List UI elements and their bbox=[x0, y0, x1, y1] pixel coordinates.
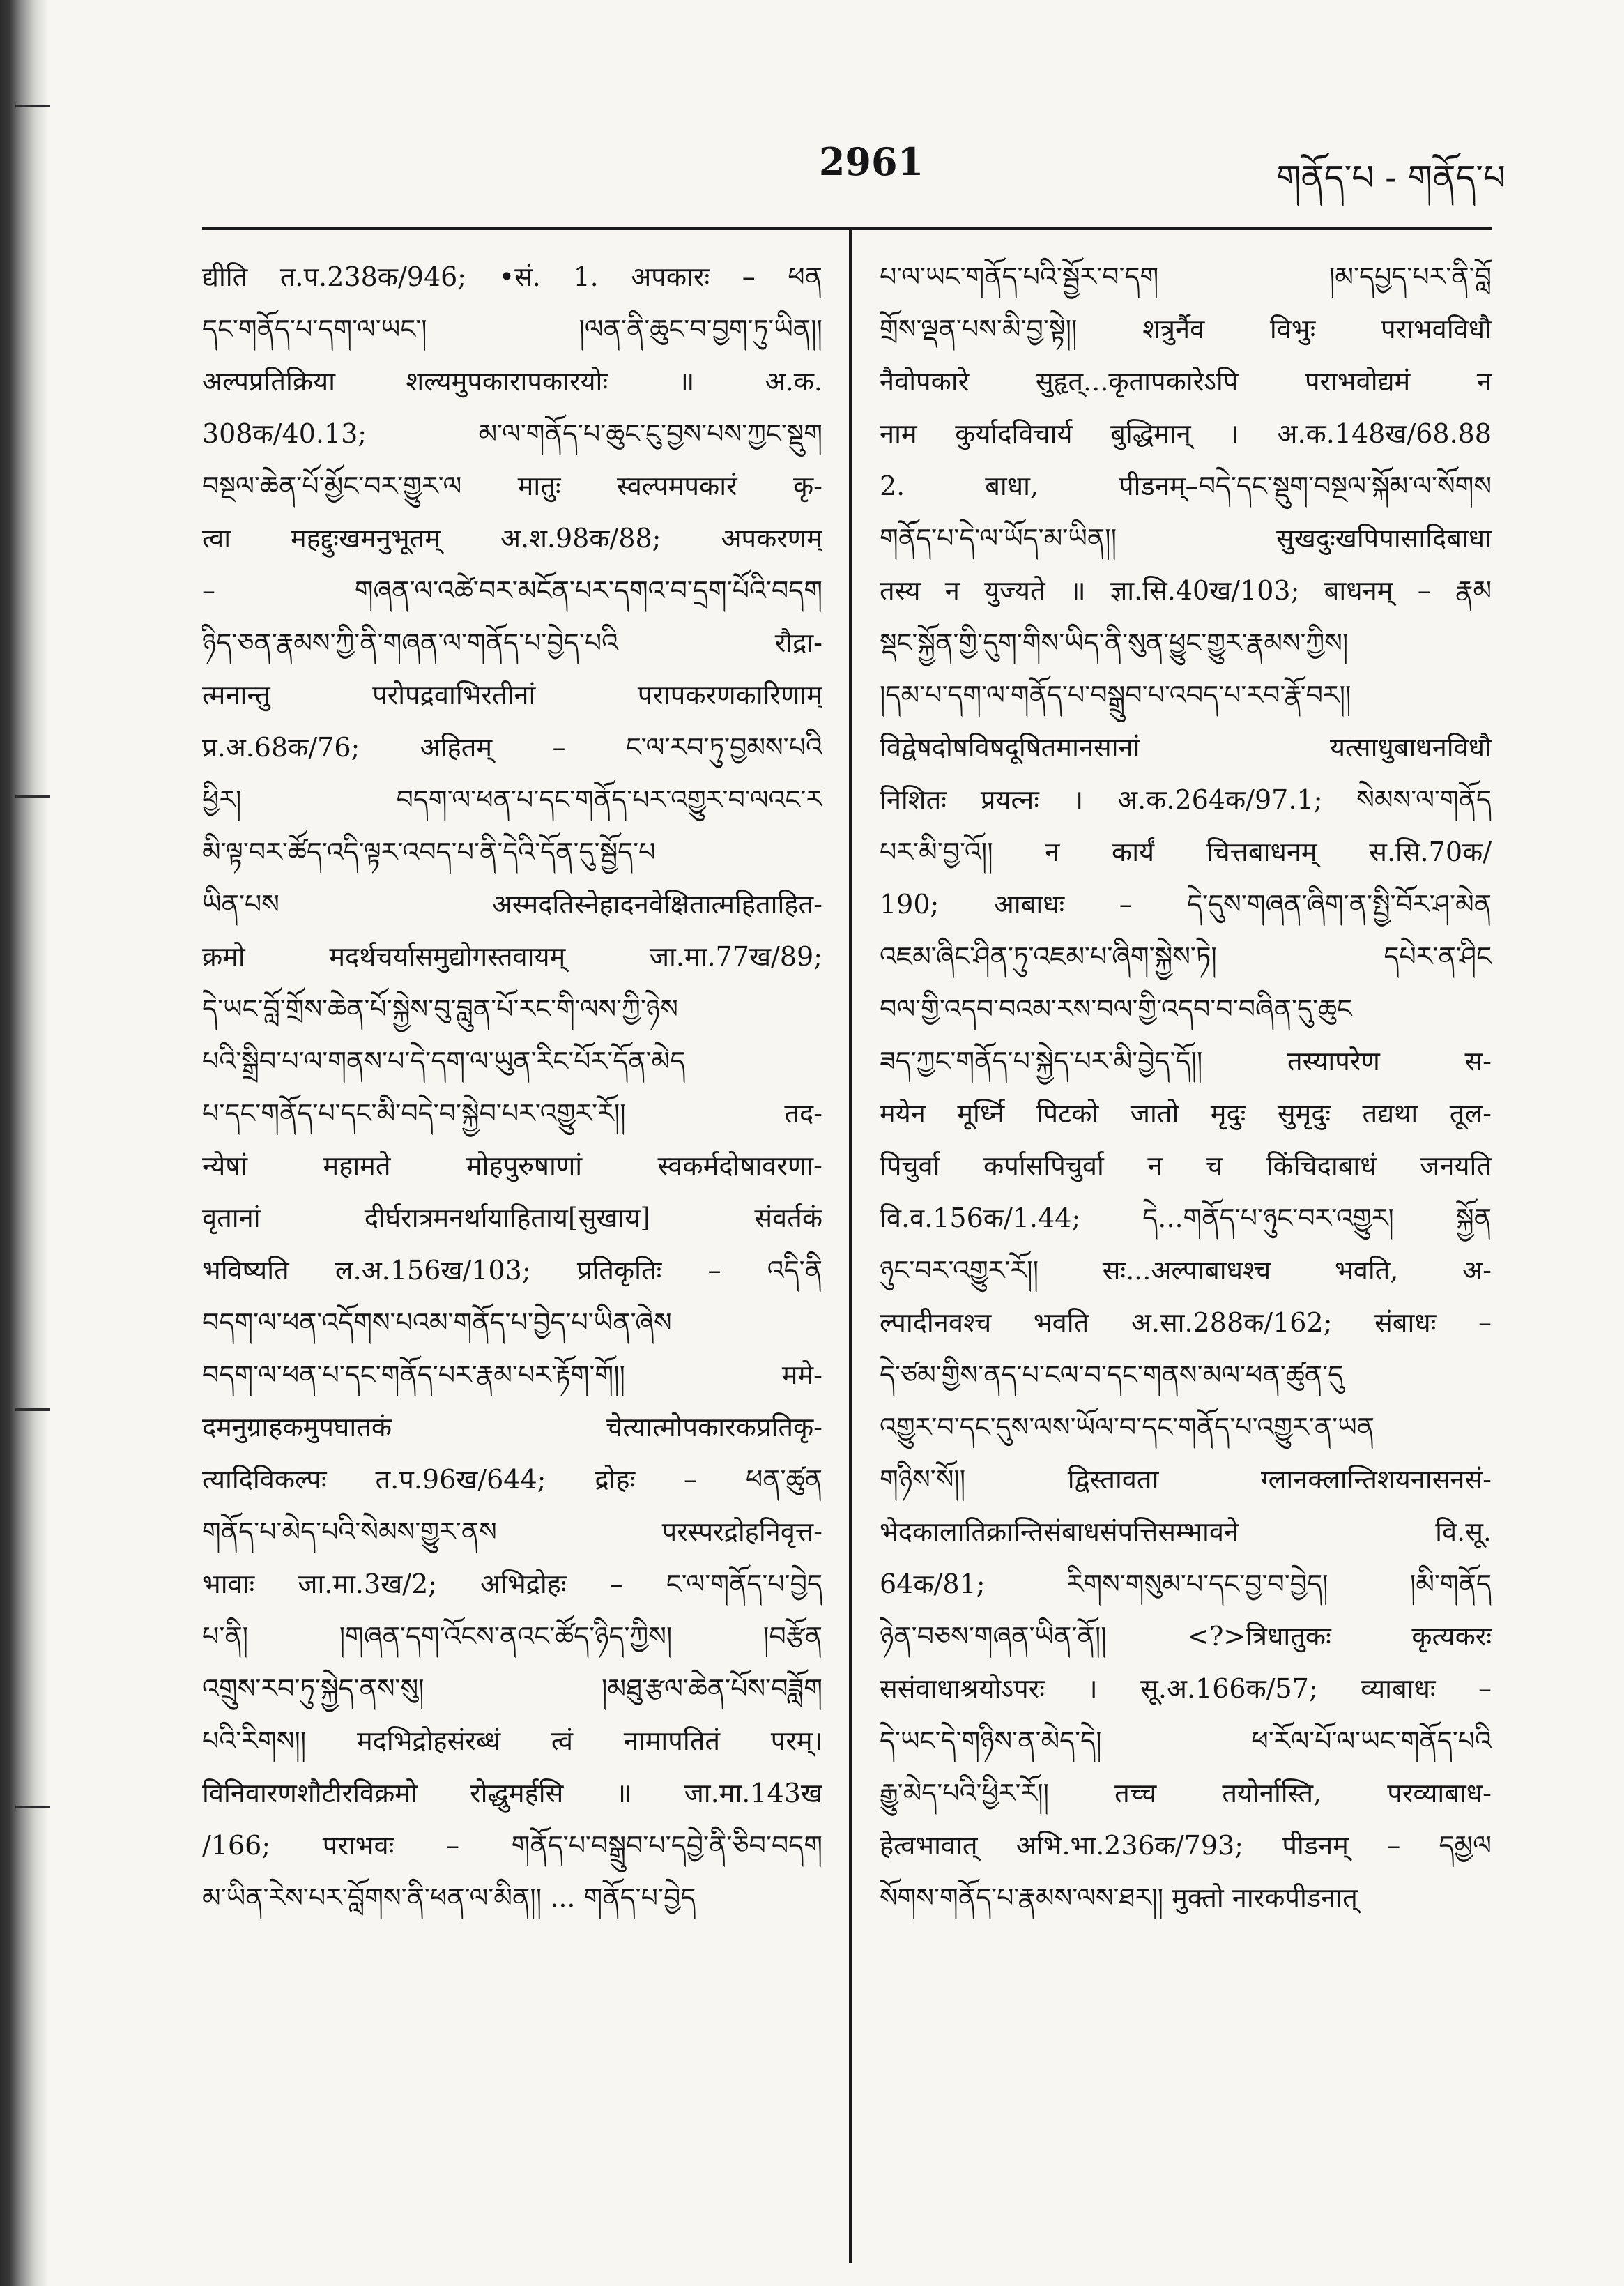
text-line: འགྱུར་བ་དང་དུས་ལས་ཡོལ་བ་དང་གནོད་པ་འགྱུར་ན་ཡན bbox=[880, 1412, 1374, 1442]
text-line: मयेन मूर्ध्नि पिटको जातो मृदुः सुमृदुः तद्यथा तूल- bbox=[880, 1098, 1492, 1129]
text-line: རྒྱུ་མེད་པའི་ཕྱིར་རོ།། तच्च तयोर्नास्ति, परव्याबाध- bbox=[880, 1778, 1492, 1808]
text-line: त्वा महद्दुःखमनुभूतम् अ.श.98क/88; अपकरणम् bbox=[202, 523, 822, 554]
text-line: ल्पादीनवश्च भवति अ.सा.288क/162; संबाधः – bbox=[880, 1307, 1492, 1338]
text-line: ཉིད་ཅན་རྣམས་ཀྱི་ནི་གཞན་ལ་གནོད་པ་བྱེད་པའི रौद्रा- bbox=[202, 627, 822, 658]
text-line: नैवोपकारे सुहृत्...कृतापकारेऽपि पराभवोद्यमं न bbox=[880, 366, 1492, 397]
spine-mark bbox=[15, 1408, 50, 1411]
text-line: नाम कुर्यादविचार्य बुद्धिमान् । अ.क.148ख/68.88 bbox=[880, 418, 1492, 449]
text-line: वि.व.156क/1.44; དེ...གནོད་པ་ཉུང་བར་འགྱུར། སྐྱོན bbox=[880, 1203, 1492, 1233]
text-line: སོགས་གནོད་པ་རྣམས་ལས་ཐར།། मुक्तो नारकपीडनात् bbox=[880, 1882, 1358, 1913]
text-line: अल्पप्रतिक्रिया शल्यमुपकारापकारयोः ॥ अ.क. bbox=[202, 366, 822, 397]
text-line: སྡང་སྐྱོན་གྱི་དུག་གིས་ཡིད་ནི་སུན་ཕྱུང་གྱུར་རྣམས་ཀྱིས། bbox=[880, 627, 1349, 658]
text-line: भावाः जा.मा.3ख/2; अभिद्रोहः – ང་ལ་གནོད་པ་བྱེད bbox=[202, 1569, 822, 1599]
right-column bbox=[880, 251, 1492, 2259]
spine-mark bbox=[15, 105, 50, 107]
text-line: न्येषां महामते मोहपुरुषाणां स्वकर्मदोषावरणा- bbox=[202, 1150, 822, 1181]
running-head: གནོད་པ - གནོད་པ bbox=[1276, 158, 1506, 198]
text-line: त्मनान्तु परोपद्रवाभिरतीनां परापकरणकारिणाम् bbox=[202, 680, 822, 710]
text-line: བདག་ལ་ཕན་པ་དང་གནོད་པར་རྣམ་པར་རྟོག་གོ།། ममे- bbox=[202, 1359, 822, 1390]
text-line: པའི་རིགས།། मदभिद्रोहसंरब्धं त्वं नामापतितं परम्। bbox=[202, 1725, 822, 1756]
text-line: 64क/81; རིགས་གསུམ་པ་དང་བྱ་བ་བྱེད། །མི་གནོད bbox=[880, 1569, 1492, 1599]
text-line: 308क/40.13; མ་ལ་གནོད་པ་ཆུང་ངུ་བྱས་པས་ཀྱང་སྡུག bbox=[202, 418, 822, 449]
text-line: विद्वेषदोषविषदूषितमानसानां यत्साधुबाधनविधौ bbox=[880, 732, 1492, 763]
text-line: པའི་སྒྲིབ་པ་ལ་གནས་པ་དེ་དག་ལ་ཡུན་རིང་པོར་དོན་མེད bbox=[202, 1046, 686, 1076]
text-line: – གཞན་ལ་འཚེ་བར་མངོན་པར་དགའ་བ་དྲག་པོའི་བདག bbox=[202, 575, 822, 606]
text-line: གྲོས་ལྡན་པས་མི་བྱ་སྟེ།། शत्रुर्नैव विभुः पराभवविधौ bbox=[880, 314, 1492, 344]
text-line: दमनुग्राहकमुपघातकं चेत्यात्मोपकारकप्रतिकृ- bbox=[202, 1412, 822, 1442]
text-line: དེ་ཙམ་གྱིས་ནད་པ་ངལ་བ་དང་གནས་མལ་ཕན་ཚུན་དུ bbox=[880, 1359, 1344, 1390]
left-column bbox=[202, 251, 822, 2259]
text-line: གཉིས་སོ།། द्विस्तावता ग्लानक्लान्तिशयनासनसं- bbox=[880, 1464, 1492, 1495]
text-line: प्र.अ.68क/76; अहितम् – ང་ལ་རབ་ཏུ་བྱམས་པའི bbox=[202, 732, 822, 763]
spine-mark bbox=[15, 1806, 50, 1808]
text-line: ཕྱིར། བདག་ལ་ཕན་པ་དང་གནོད་པར་འགྱུར་བ་ལའང་ར bbox=[202, 784, 822, 815]
text-line: विनिवारणशौटीरविक्रमो रोद्धुमर्हसि ॥ जा.मा.143ख bbox=[202, 1778, 822, 1808]
text-line: पिचुर्वा कर्पासपिचुर्वा न च किंचिदाबाधं जनयति bbox=[880, 1150, 1492, 1181]
text-line: བསྔལ་ཆེན་པོ་མྱོང་བར་གྱུར་ལ मातुः स्वल्पमपकारं कृ- bbox=[202, 471, 822, 501]
text-line: གནོད་པ་མེད་པའི་སེམས་གྱུར་ནས परस्परद्रोहनिवृत्त- bbox=[202, 1516, 822, 1547]
text-line: དང་གནོད་པ་དག་ལ་ཡང་། །ལན་ནི་ཆུང་བ་བྱག་ཏུ་ཡིན།། bbox=[202, 314, 822, 344]
header-rule bbox=[202, 227, 1492, 230]
text-line: པ་ནི། །གཞན་དག་འོངས་ནའང་ཚོད་ཉིད་ཀྱིས། །བརྩོན bbox=[202, 1621, 822, 1652]
book-spine-shadow bbox=[0, 0, 49, 2286]
text-line: པ་དང་གནོད་པ་དང་མི་བདེ་བ་སྐྱེབ་པར་འགྱུར་རོ།། तद- bbox=[202, 1098, 822, 1129]
page-number: 2961 bbox=[818, 139, 924, 184]
text-line: །དམ་པ་དག་ལ་གནོད་པ་བསྒྲུབ་པ་འབད་པ་རབ་རྣོ་བར།། bbox=[880, 680, 1351, 710]
column-divider bbox=[849, 227, 852, 2263]
spine-mark bbox=[15, 795, 50, 798]
text-line: བདག་ལ་ཕན་འདོགས་པའམ་གནོད་པ་བྱེད་པ་ཡིན་ཞེས bbox=[202, 1307, 672, 1338]
text-line: क्रमो मदर्थचर्यासमुद्योगस्तवायम् जा.मा.77ख/89; bbox=[202, 941, 822, 972]
text-line: པར་མི་བྱ་འོ།། न कार्यं चित्तबाधनम् स.सि.70क/ bbox=[880, 837, 1492, 867]
text-line: འཇམ་ཞིང་ཤིན་ཏུ་འཇམ་པ་ཞིག་སྐྱེས་ཏེ། དཔེར་ན་ཤིང bbox=[880, 941, 1492, 972]
text-line: ससंवाधाश्रयोऽपरः । सू.अ.166क/57; व्याबाधः – bbox=[880, 1673, 1492, 1704]
text-line: त्यादिविकल्पः त.प.96ख/644; द्रोहः – ཕན་ཚུན bbox=[202, 1464, 822, 1495]
text-line: 190; आबाधः – དེ་དུས་གཞན་ཞིག་ན་སྤྱི་བོར་ཤ་མེན bbox=[880, 889, 1492, 920]
text-line: तस्य न युज्यते ॥ ज्ञा.सि.40ख/103; बाधनम् – རྣམ bbox=[880, 575, 1492, 606]
text-line: भविष्यति ल.अ.156ख/103; प्रतिकृतिः – འདི་ནི bbox=[202, 1255, 822, 1286]
text-line: हेत्वभावात् अभि.भा.236क/793; पीडनम् – དམྱལ bbox=[880, 1830, 1492, 1861]
text-line: མ་ཡིན་རེས་པར་བློགས་ནི་ཕན་ལ་མིན།། ... གནོད་པ་བྱེད bbox=[202, 1882, 696, 1913]
text-line: གནོད་པ་དེ་ལ་ཡོད་མ་ཡིན།། सुखदुःखपिपासादिबाधा bbox=[880, 523, 1492, 554]
text-line: निशितः प्रयत्नः । अ.क.264क/97.1; སེམས་ལ་གནོད bbox=[880, 784, 1492, 815]
text-line: ཟད་ཀྱང་གནོད་པ་སྐྱེད་པར་མི་བྱེད་དོ།། तस्यापरेण स- bbox=[880, 1046, 1492, 1076]
text-line: ཉུང་བར་འགྱུར་རོ།། सः...अल्पाबाधश्च भवति, अ- bbox=[880, 1255, 1492, 1286]
text-line: པ་ལ་ཡང་གནོད་པའི་སྦྱོར་བ་དག །མ་དཔྱད་པར་ནི་བློ bbox=[880, 261, 1492, 292]
text-line: 2. बाधा, पीडनम्–བདེ་དང་སྡུག་བསྔལ་སྐོམ་ལ་སོགས bbox=[880, 471, 1492, 501]
text-line: བལ་གྱི་འདབ་བའམ་རས་བལ་གྱི་འདབ་བ་བཞིན་དུ་ཆུང bbox=[880, 993, 1352, 1024]
text-line: ཡིན་པས अस्मदतिस्नेहादनवेक्षितात्महिताहित- bbox=[202, 889, 822, 920]
text-line: द्यीति त.प.238क/946; •सं. 1. अपकारः – ཕན bbox=[202, 261, 822, 292]
text-line: དེ་ཡང་བློ་གྲོས་ཆེན་པོ་སྐྱེས་བུ་བླུན་པོ་རང་གི་ལས་ཀྱི་ཉེས bbox=[202, 993, 678, 1024]
text-line: /166; पराभवः – གནོད་པ་བསྒྲུབ་པ་དབྱེ་ནི་ཅིབ་བདག bbox=[202, 1830, 822, 1861]
text-line: དེ་ཡང་དེ་གཉིས་ན་མེད་དེ། ཕ་རོལ་པོ་ལ་ཡང་གནོད་པའི bbox=[880, 1725, 1492, 1756]
text-line: भेदकालातिक्रान्तिसंबाधसंपत्तिसम्भावने वि.सू. bbox=[880, 1516, 1492, 1547]
text-line: འགྲུས་རབ་ཏུ་སྐྱེད་ནས་སུ། །མཐུ་རྩལ་ཆེན་པོས་བཟློག bbox=[202, 1673, 822, 1704]
text-line: वृतानां दीर्घरात्रमनर्थायाहिताय[सुखाय] संवर्तकं bbox=[202, 1203, 822, 1233]
text-line: མི་ལྟ་བར་ཚོད་འདི་ལྟར་འབད་པ་ནི་དེའི་དོན་དུ་སྦྱོད་པ bbox=[202, 837, 656, 867]
text-line: ཉེན་བཅས་གཞན་ཡིན་ནོ།། <?>त्रिधातुकः कृत्यकरः bbox=[880, 1621, 1492, 1652]
